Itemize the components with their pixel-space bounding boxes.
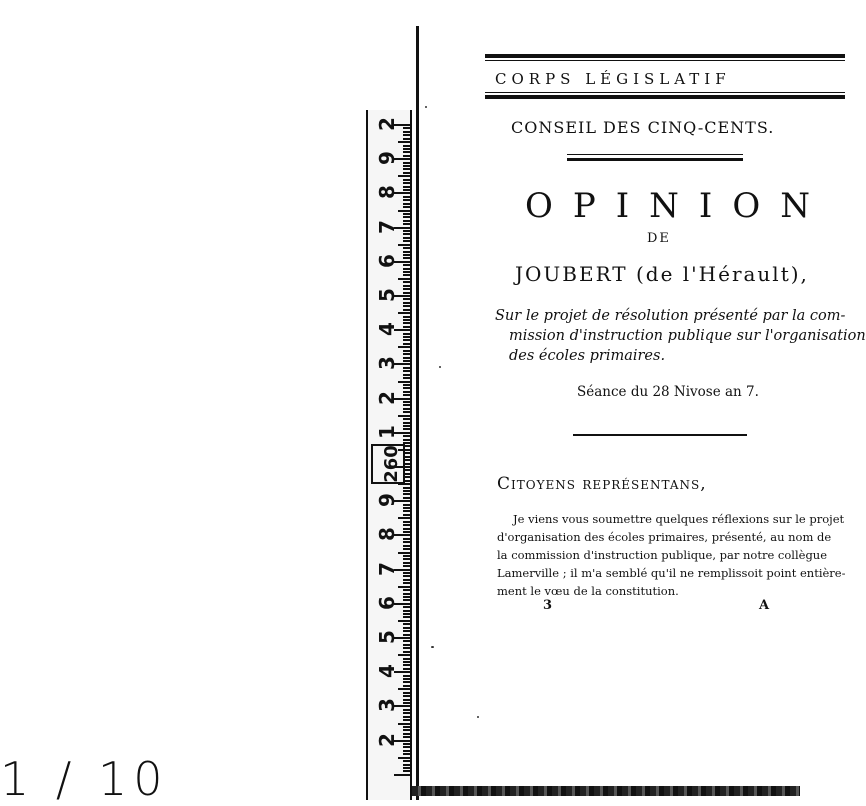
ruler-tick [403, 750, 410, 752]
ruler-tick [403, 333, 410, 335]
header-rule-bottom [485, 95, 845, 99]
ruler-tick [403, 575, 410, 577]
ruler-number: 5 [375, 630, 399, 644]
ruler-tick [403, 719, 410, 721]
ruler-tick [403, 541, 410, 543]
ruler-tick [403, 709, 410, 711]
ruler-tick [403, 753, 410, 755]
ruler-tick [403, 746, 410, 748]
ruler-tick [403, 439, 410, 441]
header-rule-bottom-thin [485, 92, 845, 93]
ruler-tick [403, 408, 410, 410]
ruler-number-boxed: 260 [371, 444, 405, 484]
ruler-tick [403, 233, 410, 235]
ruler-tick [403, 712, 410, 714]
ruler-tick [403, 213, 410, 215]
ruler-tick [403, 220, 410, 222]
ruler-tick [398, 346, 410, 348]
slide-counter-text: 1 / 10 [0, 752, 169, 806]
ruler-tick [403, 240, 410, 242]
ruler-tick [403, 319, 410, 321]
ruler-tick [403, 678, 410, 680]
ruler-tick [403, 599, 410, 601]
ruler-tick [403, 702, 410, 704]
subject-line: mission d'instruction publique sur l'organisation [509, 328, 866, 344]
section-divider [573, 434, 747, 436]
ruler-tick [403, 182, 410, 184]
ruler-tick [403, 644, 410, 646]
ruler-tick [403, 350, 410, 352]
ruler-tick [403, 370, 410, 372]
ruler-tick [403, 610, 410, 612]
ruler-tick [403, 548, 410, 550]
ruler-tick [403, 387, 410, 389]
body-line: la commission d'instruction publique, par notre collègue [497, 548, 828, 562]
ruler-number: 9 [375, 493, 399, 508]
ruler-tick [403, 634, 410, 636]
ruler-tick [403, 582, 410, 584]
title-de: DE [647, 231, 671, 246]
subject-line: Sur le projet de résolution présenté par la com- [495, 308, 846, 324]
signature-number: 3 [543, 598, 553, 613]
ruler-tick [403, 699, 410, 701]
ruler-tick [403, 589, 410, 591]
ruler-tick [403, 148, 410, 150]
ruler-tick [403, 562, 410, 564]
ruler-tick [403, 404, 410, 406]
ruler-tick [403, 425, 410, 427]
ruler-number: 2 [375, 732, 399, 747]
ruler-tick [403, 630, 410, 632]
ruler-tick [403, 264, 410, 266]
body-line: d'organisation des écoles primaires, présenté, au nom de [497, 530, 832, 544]
ruler-tick [403, 497, 410, 499]
ruler-tick [403, 305, 410, 307]
ruler-tick [403, 274, 410, 276]
ruler-tick [403, 593, 410, 595]
ruler-tick [403, 538, 410, 540]
ruler-tick [403, 151, 410, 153]
ruler-tick [403, 545, 410, 547]
ruler-tick [403, 251, 410, 253]
ruler-tick [403, 623, 410, 625]
ruler-tick [403, 302, 410, 304]
ruler-tick [403, 316, 410, 318]
ruler-tick [403, 716, 410, 718]
ruler-tick [403, 186, 410, 188]
ruler-tick [403, 770, 410, 772]
ruler-tick [403, 692, 410, 694]
ruler-tick [403, 298, 410, 300]
ruler-tick [403, 223, 410, 225]
header-rule-top-thin [485, 60, 845, 61]
ruler-tick [403, 134, 410, 136]
ruler-tick [403, 189, 410, 191]
ruler-number: 2 [375, 117, 399, 131]
paper-speck [425, 106, 427, 108]
ruler-tick [403, 196, 410, 198]
ruler-tick [403, 579, 410, 581]
ruler-tick [398, 415, 410, 417]
ruler-tick [403, 435, 410, 437]
ruler-tick [403, 411, 410, 413]
ruler-number: 5 [375, 288, 399, 302]
ruler-tick [403, 322, 410, 324]
ruler-tick [403, 743, 410, 745]
ruler-tick [403, 681, 410, 683]
ruler-tick [403, 493, 410, 495]
ruler-tick [398, 517, 410, 519]
ruler-tick [403, 418, 410, 420]
ruler-tick [403, 664, 410, 666]
ruler-tick [403, 353, 410, 355]
ruler-tick [403, 428, 410, 430]
ruler-tick [403, 668, 410, 670]
ruler-tick [403, 596, 410, 598]
subject-line: des écoles primaires. [509, 348, 666, 364]
ruler-tick [403, 179, 410, 181]
ruler-tick [403, 199, 410, 201]
ruler-tick [398, 381, 410, 383]
ruler-number: 3 [375, 356, 399, 371]
ruler-tick [398, 278, 410, 280]
ruler-tick [403, 138, 410, 140]
ruler-tick [403, 651, 410, 653]
ruler-tick [403, 555, 410, 557]
ruler-tick [403, 507, 410, 509]
ruler-tick [398, 688, 410, 690]
measuring-ruler [366, 110, 412, 800]
council-name: CONSEIL DES CINQ-CENTS. [511, 118, 775, 137]
ruler-tick [403, 760, 410, 762]
ruler-tick [403, 292, 410, 294]
ruler-tick [403, 528, 410, 530]
ruler-tick [398, 586, 410, 588]
ruler-tick [403, 606, 410, 608]
ruler-tick [403, 384, 410, 386]
ruler-tick [403, 377, 410, 379]
ruler-tick [403, 309, 410, 311]
ruler-number: 6 [375, 253, 399, 268]
ruler-tick [403, 514, 410, 516]
ruler-tick [403, 131, 410, 133]
ruler-number: 3 [375, 698, 399, 713]
ruler-tick [403, 336, 410, 338]
slide-counter [0, 752, 169, 806]
ruler-tick [403, 640, 410, 642]
ruler-tick [403, 422, 410, 424]
ruler-number: 1 [375, 424, 399, 439]
ruler-tick [403, 326, 410, 328]
ruler-tick [398, 210, 410, 212]
ruler-tick [403, 764, 410, 766]
ruler-tick [403, 675, 410, 677]
ruler-tick [398, 723, 410, 725]
ruler-tick [403, 230, 410, 232]
ruler-tick [403, 162, 410, 164]
document-page [416, 26, 866, 800]
ruler-tick [403, 216, 410, 218]
ruler-tick [403, 558, 410, 560]
ruler-number: 2 [375, 390, 399, 405]
ruler-tick [403, 736, 410, 738]
ruler-tick [403, 524, 410, 526]
ruler-tick [403, 281, 410, 283]
paper-speck [477, 716, 479, 718]
ruler-tick [403, 565, 410, 567]
session-date: Séance du 28 Nivose an 7. [577, 384, 759, 400]
council-rule-thin [567, 154, 743, 155]
ruler-number: 7 [375, 219, 399, 234]
page-bottom-edge [412, 786, 800, 796]
ruler-tick [403, 394, 410, 396]
ruler-tick [398, 552, 410, 554]
ruler-number: 7 [375, 561, 399, 576]
header-rule-top [485, 54, 845, 58]
ruler-number: 4 [375, 322, 399, 337]
paper-speck [431, 646, 434, 648]
ruler-tick [403, 285, 410, 287]
council-rule-thick [567, 158, 743, 161]
ruler-tick [403, 510, 410, 512]
ruler-tick [403, 767, 410, 769]
ruler-tick [403, 257, 410, 259]
ruler-tick [403, 490, 410, 492]
ruler-number: 6 [375, 595, 399, 610]
ruler-tick [403, 206, 410, 208]
document-title: OPINION [525, 186, 830, 226]
ruler-tick [403, 729, 410, 731]
ruler-tick [403, 733, 410, 735]
ruler-tick [403, 647, 410, 649]
body-line: Lamerville ; il m'a semblé qu'il ne remplissoit point entière- [497, 566, 846, 580]
ruler-number: 8 [375, 527, 399, 542]
ruler-tick [398, 757, 410, 759]
ruler-number: 8 [375, 185, 399, 200]
ruler-tick [403, 237, 410, 239]
ruler-tick [403, 616, 410, 618]
ruler-tick [398, 141, 410, 143]
ruler-tick [403, 360, 410, 362]
ruler-tick [403, 572, 410, 574]
ruler-tick [403, 374, 410, 376]
ruler-tick [403, 172, 410, 174]
body-line: ment le vœu de la constitution. [497, 584, 679, 598]
ruler-tick [403, 339, 410, 341]
ruler-tick [403, 268, 410, 270]
ruler-tick [403, 391, 410, 393]
ruler-tick [403, 658, 410, 660]
ruler-tick [403, 726, 410, 728]
ruler-tick [403, 203, 410, 205]
ruler-tick [403, 531, 410, 533]
ruler-tick [403, 288, 410, 290]
ruler-tick [403, 487, 410, 489]
ruler-tick [403, 401, 410, 403]
header-title: CORPS LÉGISLATIF [495, 70, 731, 88]
body-line: Je viens vous soumettre quelques réflexions sur le projet [513, 512, 845, 526]
ruler-tick [398, 312, 410, 314]
ruler-tick [403, 247, 410, 249]
ruler-tick [403, 145, 410, 147]
ruler-tick [398, 175, 410, 177]
paper-speck [439, 366, 441, 368]
ruler-tick [398, 654, 410, 656]
author-name: JOUBERT (de l'Hérault), [515, 262, 809, 286]
ruler-number: 9 [375, 151, 399, 166]
signature-letter: A [759, 598, 770, 613]
ruler-tick [403, 343, 410, 345]
ruler-tick [403, 521, 410, 523]
ruler-tick [403, 254, 410, 256]
ruler-tick [403, 168, 410, 170]
ruler-tick [403, 504, 410, 506]
ruler-tick [403, 271, 410, 273]
ruler-tick [403, 367, 410, 369]
ruler-tick [403, 661, 410, 663]
ruler-tick [403, 127, 410, 129]
salutation: Citoyens représentans, [497, 474, 707, 494]
ruler-tick [394, 774, 410, 776]
ruler-tick [398, 620, 410, 622]
ruler-number: 4 [375, 664, 399, 679]
ruler-tick [403, 627, 410, 629]
ruler-tick [403, 695, 410, 697]
ruler-tick [403, 685, 410, 687]
ruler-tick [403, 357, 410, 359]
ruler-tick [403, 613, 410, 615]
ruler-tick [403, 165, 410, 167]
ruler-tick [403, 155, 410, 157]
ruler-tick [398, 244, 410, 246]
